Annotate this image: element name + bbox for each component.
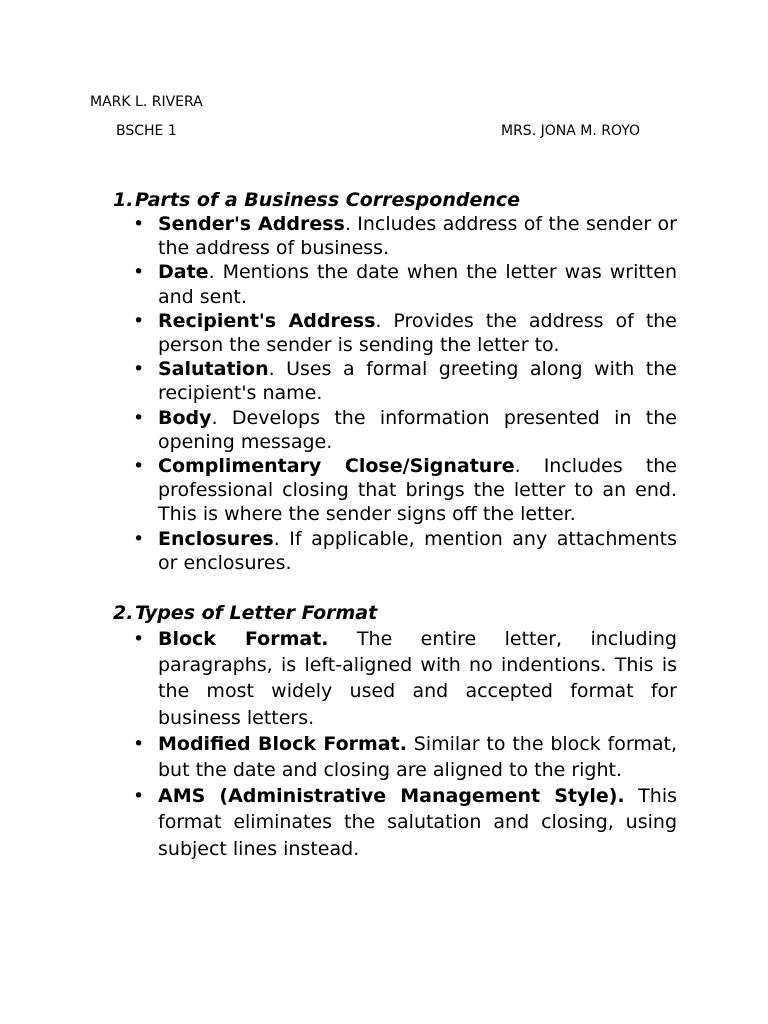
item-text: The entire letter, including paragraphs, is left-aligned with no indentions. This is the most widely used and accepted format for business letters.: [158, 628, 677, 729]
list-item: [113, 406, 677, 454]
item-text: . If applicable, mention any attachments or enclosures.: [158, 527, 677, 574]
item-text: . Includes the professional closing that brings the letter to an end. This is where the sender signs off the letter.: [158, 455, 677, 526]
bullet-icon: •: [133, 628, 145, 650]
list-item: [113, 260, 677, 308]
item-term: Complimentary Close/Signature: [158, 455, 515, 478]
list-item: [113, 454, 677, 527]
bullet-list: [113, 626, 677, 862]
section-heading: [113, 188, 677, 212]
item-text: . Includes address of the sender or the address of business.: [158, 213, 677, 260]
teacher-name: MRS. JONA M. ROYO: [501, 123, 641, 139]
item-text: This format eliminates the salutation and closing, using subject lines instead.: [158, 785, 677, 860]
student-name: MARK L. RIVERA: [90, 94, 203, 110]
bullet-icon: •: [133, 358, 145, 381]
item-term: Modified Block Format.: [158, 732, 407, 755]
bullet-icon: •: [133, 309, 145, 332]
list-item: [113, 357, 677, 405]
item-term: Body: [158, 406, 212, 429]
list-item: [113, 626, 677, 731]
item-text: . Develops the information presented in the opening message.: [158, 406, 677, 453]
section-heading: [113, 601, 677, 625]
bullet-icon: •: [133, 261, 145, 284]
section-number: 2.: [113, 602, 134, 624]
list-item: [113, 527, 677, 575]
bullet-icon: •: [133, 406, 145, 429]
section-types-of-letter-format: [113, 601, 677, 862]
list-item: [113, 783, 677, 862]
list-item: [113, 731, 677, 783]
bullet-list: [113, 212, 677, 575]
item-text: . Uses a formal greeting along with the recipient's name.: [158, 358, 677, 405]
bullet-icon: •: [133, 785, 145, 808]
item-text: . Provides the address of the person the sender is sending the letter to.: [158, 309, 678, 357]
item-term: Block Format.: [158, 628, 329, 650]
list-item: [113, 212, 677, 260]
section-title: Types of Letter Format: [135, 602, 378, 624]
section-number: 1.: [113, 189, 134, 211]
course-label: BSCHE 1: [116, 123, 177, 139]
list-item: [113, 309, 677, 357]
bullet-icon: •: [133, 213, 145, 235]
item-text: . Mentions the date when the letter was written and sent.: [158, 261, 677, 308]
item-term: Recipient's Address: [158, 309, 376, 332]
item-term: Date: [158, 261, 209, 284]
section-title: Parts of a Business Correspondence: [135, 189, 521, 211]
bullet-icon: •: [133, 732, 145, 755]
bullet-icon: •: [133, 527, 145, 550]
section-parts-of-business-correspondence: [113, 188, 677, 575]
item-term: Salutation: [158, 358, 269, 381]
item-text: Similar to the block format, but the date and closing are aligned to the right.: [158, 732, 677, 782]
item-term: Sender's Address: [158, 213, 345, 235]
bullet-icon: •: [133, 455, 145, 478]
item-term: AMS (Administrative Management Style).: [158, 785, 625, 808]
item-term: Enclosures: [158, 527, 274, 550]
